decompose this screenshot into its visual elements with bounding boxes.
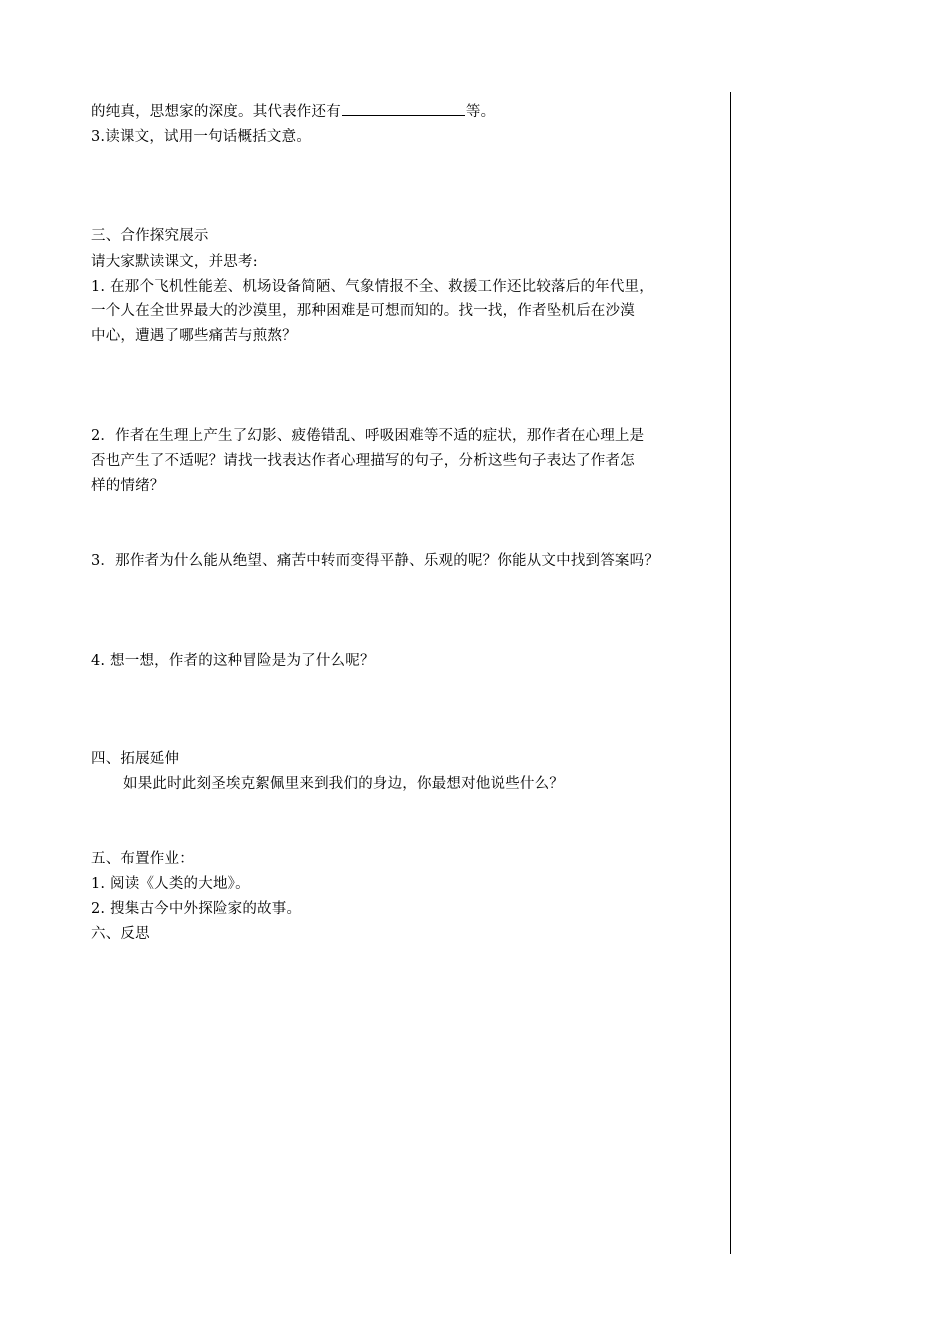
question-1-line-1: 1. 在那个飞机性能差、机场设备简陋、气象情报不全、救援工作还比较落后的年代里， <box>91 279 654 295</box>
question-2-line-2: 否也产生了不适呢？请找一找表达作者心理描写的句子，分析这些句子表达了作者怎 <box>91 453 635 469</box>
question-2-line-3: 样的情绪？ <box>91 478 165 494</box>
question-1-line-2: 一个人在全世界最大的沙漠里，那种困难是可想而知的。找一找，作者坠机后在沙漠 <box>91 303 635 319</box>
question-2-line-1: 2．作者在生理上产生了幻影、疲倦错乱、呼吸困难等不适的症状，那作者在心理上是 <box>91 428 645 444</box>
section-3-heading: 三、合作探究展示 <box>91 228 209 244</box>
section-6-heading: 六、反思 <box>91 926 150 942</box>
representative-works-text: 的纯真，思想家的深度。其代表作还有 <box>91 104 341 120</box>
question-1-line-3: 中心，遭遇了哪些痛苦与煎熬？ <box>91 328 297 344</box>
homework-item-2: 2. 搜集古今中外探险家的故事。 <box>91 901 302 917</box>
representative-works-suffix: 等。 <box>465 104 496 120</box>
section-3-instruction: 请大家默读课文，并思考: <box>91 254 258 270</box>
question-3: 3．那作者为什么能从绝望、痛苦中转而变得平静、乐观的呢？你能从文中找到答案吗？ <box>91 553 660 569</box>
section-4-heading: 四、拓展延伸 <box>91 751 180 767</box>
right-margin-line <box>730 92 731 1254</box>
representative-works-blank[interactable] <box>342 101 465 116</box>
summary-question: 3.读课文，试用一句话概括文意。 <box>91 129 312 145</box>
section-4-question: 如果此时此刻圣埃克絮佩里来到我们的身边，你最想对他说些什么？ <box>123 776 564 792</box>
homework-item-1: 1. 阅读《人类的大地》。 <box>91 876 250 892</box>
representative-works-line <box>91 101 495 122</box>
question-4: 4. 想一想，作者的这种冒险是为了什么呢？ <box>91 653 375 669</box>
section-5-heading: 五、布置作业： <box>91 851 194 867</box>
